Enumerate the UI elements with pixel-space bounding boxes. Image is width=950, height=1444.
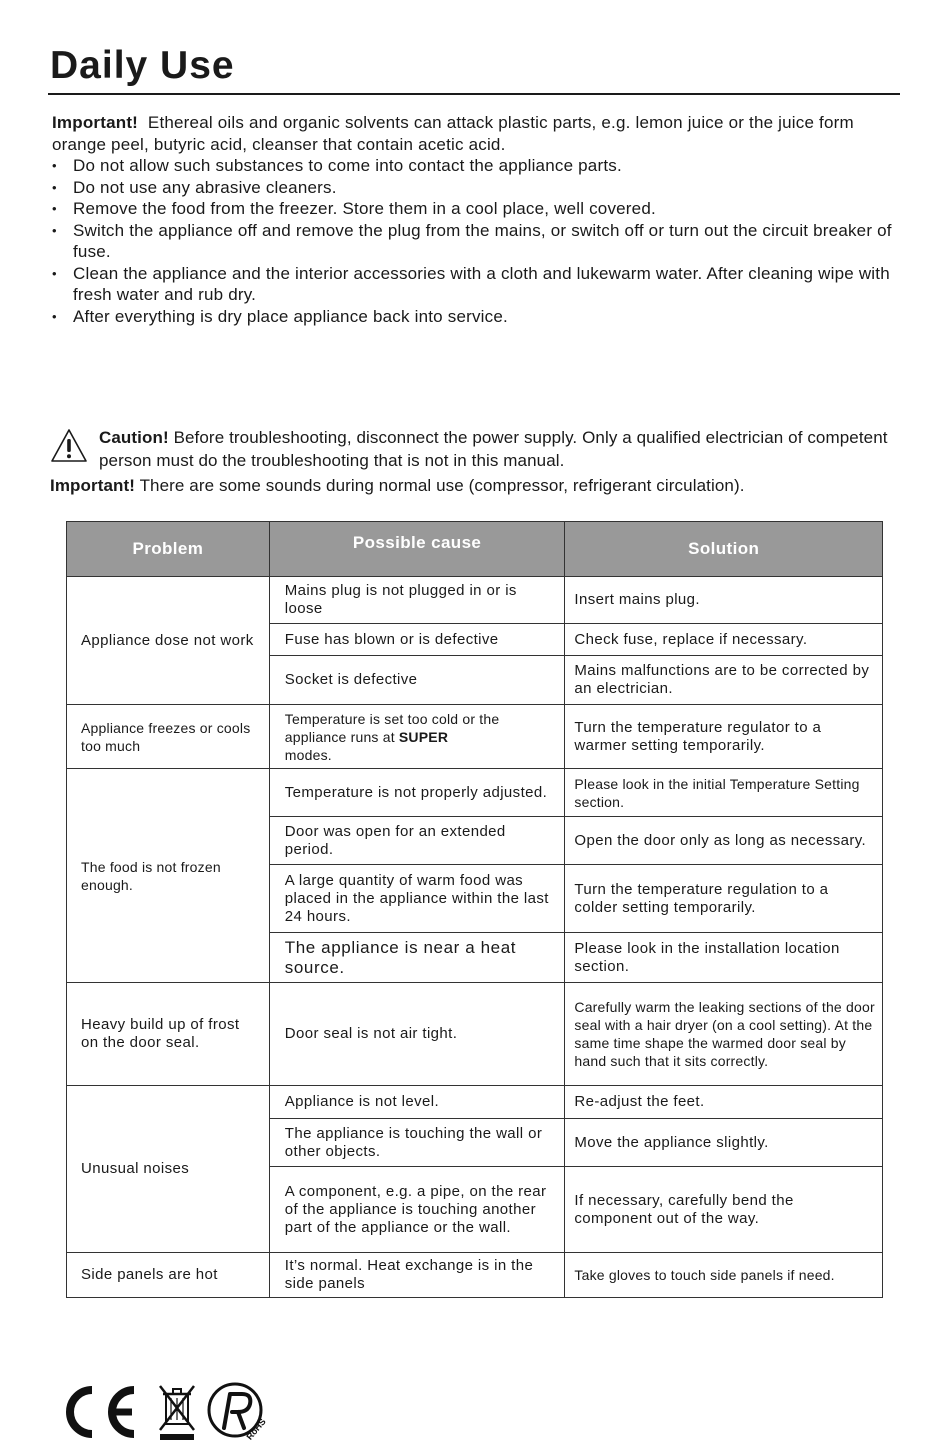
cause-cell: The appliance is touching the wall or other objects. — [269, 1119, 565, 1167]
solution-cell: Please look in the installation location section. — [565, 933, 883, 983]
solution-cell: If necessary, carefully bend the component out of the way. — [565, 1167, 883, 1253]
warning-triangle-icon — [50, 428, 88, 464]
solution-cell: Take gloves to touch side panels if need. — [565, 1253, 883, 1298]
problem-cell: Side panels are hot — [67, 1253, 270, 1298]
table-row — [67, 1086, 883, 1119]
rohs-label: RoHS — [244, 1416, 268, 1442]
weee-crossed-bin-icon — [156, 1380, 198, 1442]
problem-cell: Heavy build up of frost on the door seal. — [67, 983, 270, 1086]
bullet-icon: • — [52, 179, 57, 195]
table-row — [67, 983, 883, 1086]
cause-cell: Fuse has blown or is defective — [269, 624, 565, 656]
problem-cell: Unusual noises — [67, 1086, 270, 1253]
troubleshooting-table — [66, 521, 883, 1298]
header-problem: Problem — [67, 522, 270, 577]
important-sound-text: There are some sounds during normal use (compressor, refrigerant circulation). — [139, 476, 745, 495]
solution-cell: Turn the temperature regulation to a colder setting temporarily. — [565, 865, 883, 933]
table-row — [67, 1253, 883, 1298]
important-note — [52, 112, 902, 155]
bullet-icon: • — [52, 158, 57, 173]
title-divider — [48, 93, 900, 95]
cleaning-list — [52, 155, 902, 327]
cause-cell: Socket is defective — [269, 656, 565, 705]
cause-cell: Door was open for an extended period. — [269, 817, 565, 865]
caution-note — [99, 426, 910, 472]
important-sound-note — [50, 474, 910, 497]
table-header-row — [67, 522, 883, 577]
super-mode-label: SUPER — [398, 728, 449, 745]
bullet-icon: • — [52, 201, 57, 216]
cause-cell: The appliance is near a heat source. — [269, 933, 565, 983]
solution-cell: Carefully warm the leaking sections of the door seal with a hair dryer (on a cool setting). At the same time shape the warmed door seal by hand such that it sits correctly. — [565, 983, 883, 1086]
bullet-icon: • — [52, 308, 57, 324]
list-item: • Remove the food from the freezer. Store them in a cool place, well covered. — [52, 199, 656, 218]
caution-label: Caution! — [99, 428, 169, 447]
cause-cell: It’s normal. Heat exchange is in the side panels — [269, 1253, 565, 1298]
problem-cell: Appliance freezes or cools too much — [67, 705, 270, 769]
important-label: Important! — [50, 476, 136, 495]
header-solution: Solution — [565, 522, 883, 577]
table-row — [67, 769, 883, 817]
cause-cell: A component, e.g. a pipe, on the rear of the appliance is touching another part of the appliance or the wall. — [269, 1167, 565, 1253]
ce-mark-icon — [60, 1384, 142, 1440]
list-item: • Do not allow such substances to come into contact the appliance parts. — [52, 156, 622, 175]
solution-cell: Turn the temperature regulator to a warmer setting temporarily. — [565, 705, 883, 769]
rohs-r-icon — [206, 1382, 268, 1442]
cause-cell: Mains plug is not plugged in or is loose — [269, 577, 565, 624]
cause-cell: Appliance is not level. — [269, 1086, 565, 1119]
list-item: • Switch the appliance off and remove the plug from the mains, or switch off or turn out the circuit breaker of fuse. — [52, 220, 892, 261]
cause-cell: Temperature is not properly adjusted. — [269, 769, 565, 817]
important-text: Ethereal oils and organic solvents can attack plastic parts, e.g. lemon juice or the juice form orange peel, butyric acid, cleanser that contain acetic acid. — [52, 113, 854, 154]
caution-text: Before troubleshooting, disconnect the power supply. Only a qualified electrician of competent person must do the troubleshooting that is not in this manual. — [99, 428, 888, 470]
table-row — [67, 577, 883, 624]
list-item: • Clean the appliance and the interior accessories with a cloth and lukewarm water. After cleaning wipe with fresh water and rub dry. — [52, 263, 890, 304]
solution-cell: Open the door only as long as necessary. — [565, 817, 883, 865]
solution-cell: Please look in the initial Temperature Setting section. — [565, 769, 883, 817]
list-item: • After everything is dry place appliance back into service. — [52, 306, 508, 326]
important-label: Important! — [52, 113, 139, 132]
bullet-icon: • — [52, 265, 57, 281]
cause-cell: Temperature is set too cold or the appliance runs at SUPER modes. — [269, 705, 565, 769]
solution-cell: Insert mains plug. — [565, 577, 883, 624]
certification-logos — [60, 1380, 280, 1442]
solution-cell: Move the appliance slightly. — [565, 1119, 883, 1167]
cause-cell: Door seal is not air tight. — [269, 983, 565, 1086]
solution-cell: Re-adjust the feet. — [565, 1086, 883, 1119]
page-title: Daily Use — [50, 44, 235, 87]
caution-section — [50, 426, 910, 497]
header-cause: Possible cause — [269, 522, 565, 577]
list-item: • Do not use any abrasive cleaners. — [52, 177, 337, 197]
solution-cell: Check fuse, replace if necessary. — [565, 624, 883, 656]
solution-cell: Mains malfunctions are to be corrected by an electrician. — [565, 656, 883, 705]
bullet-icon: • — [52, 222, 57, 238]
cause-cell: A large quantity of warm food was placed in the appliance within the last 24 hours. — [269, 865, 565, 933]
problem-cell: The food is not frozen enough. — [67, 769, 270, 983]
table-row — [67, 705, 883, 769]
problem-cell: Appliance dose not work — [67, 577, 270, 705]
intro-section — [52, 112, 902, 327]
